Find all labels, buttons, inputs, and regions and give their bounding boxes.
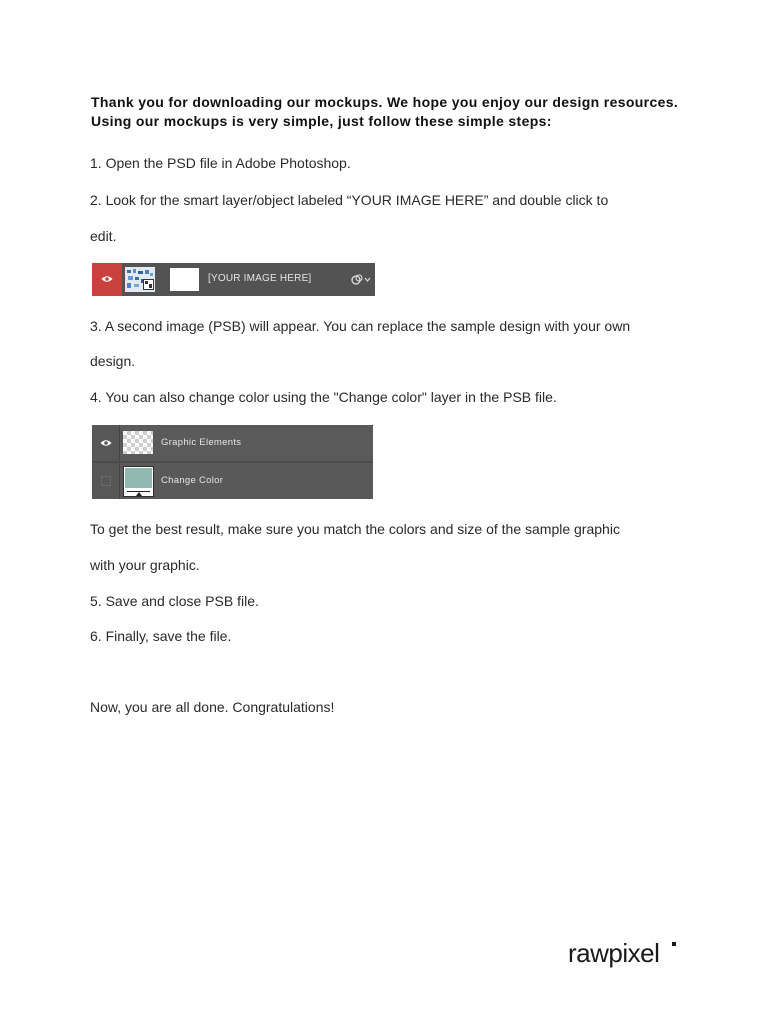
smart-layer-label[interactable]: [YOUR IMAGE HERE] (208, 273, 312, 284)
eye-icon (101, 275, 113, 283)
layer-mask-thumbnail (170, 268, 199, 291)
eye-icon (100, 439, 112, 447)
step-1: 1. Open the PSD file in Adobe Photoshop. (90, 155, 351, 171)
step-6: 6. Finally, save the file. (90, 628, 232, 644)
layer-label-graphic-elements: Graphic Elements (161, 437, 242, 448)
slider-triangle-icon (136, 492, 142, 496)
layer-label-change-color: Change Color (161, 475, 224, 486)
smart-object-layer-panel (92, 263, 375, 296)
layer-visibility-toggle[interactable] (92, 263, 122, 296)
layer-effects-icon[interactable] (350, 273, 372, 286)
layer-row-change-color[interactable] (92, 463, 373, 499)
color-fill-thumbnail (123, 466, 154, 497)
layer-visibility-toggle[interactable] (92, 463, 120, 499)
intro-paragraph: Thank you for downloading our mockups. We hope you enjoy our design resources. Using our mockups is very simple, just follow these simple steps: (91, 94, 679, 129)
layer-row-graphic-elements[interactable] (92, 425, 373, 461)
step-2-line-1: 2. Look for the smart layer/object labeled “YOUR IMAGE HERE” and double click to (90, 192, 609, 208)
step-3-line-1: 3. A second image (PSB) will appear. You can replace the sample design with your own (90, 318, 631, 334)
step-2-line-2: edit. (90, 228, 117, 244)
closing-text: Now, you are all done. Congratulations! (90, 699, 335, 715)
psb-layers-panel (92, 425, 373, 499)
tip-line-1: To get the best result, make sure you match the colors and size of the sample graphic (90, 521, 620, 537)
layer-visibility-toggle[interactable] (92, 425, 120, 461)
step-3-line-2: design. (90, 353, 136, 369)
step-4: 4. You can also change color using the "Change color" layer in the PSB file. (90, 389, 557, 405)
color-swatch (125, 468, 152, 488)
transparent-layer-thumbnail (123, 431, 153, 454)
smart-object-badge-icon (143, 279, 154, 290)
tip-line-2: with your graphic. (90, 557, 200, 573)
logo-mark-icon (672, 942, 676, 946)
step-5: 5. Save and close PSB file. (90, 593, 259, 609)
hidden-visibility-icon (101, 476, 111, 486)
rawpixel-logo: rawpixel (568, 938, 660, 968)
